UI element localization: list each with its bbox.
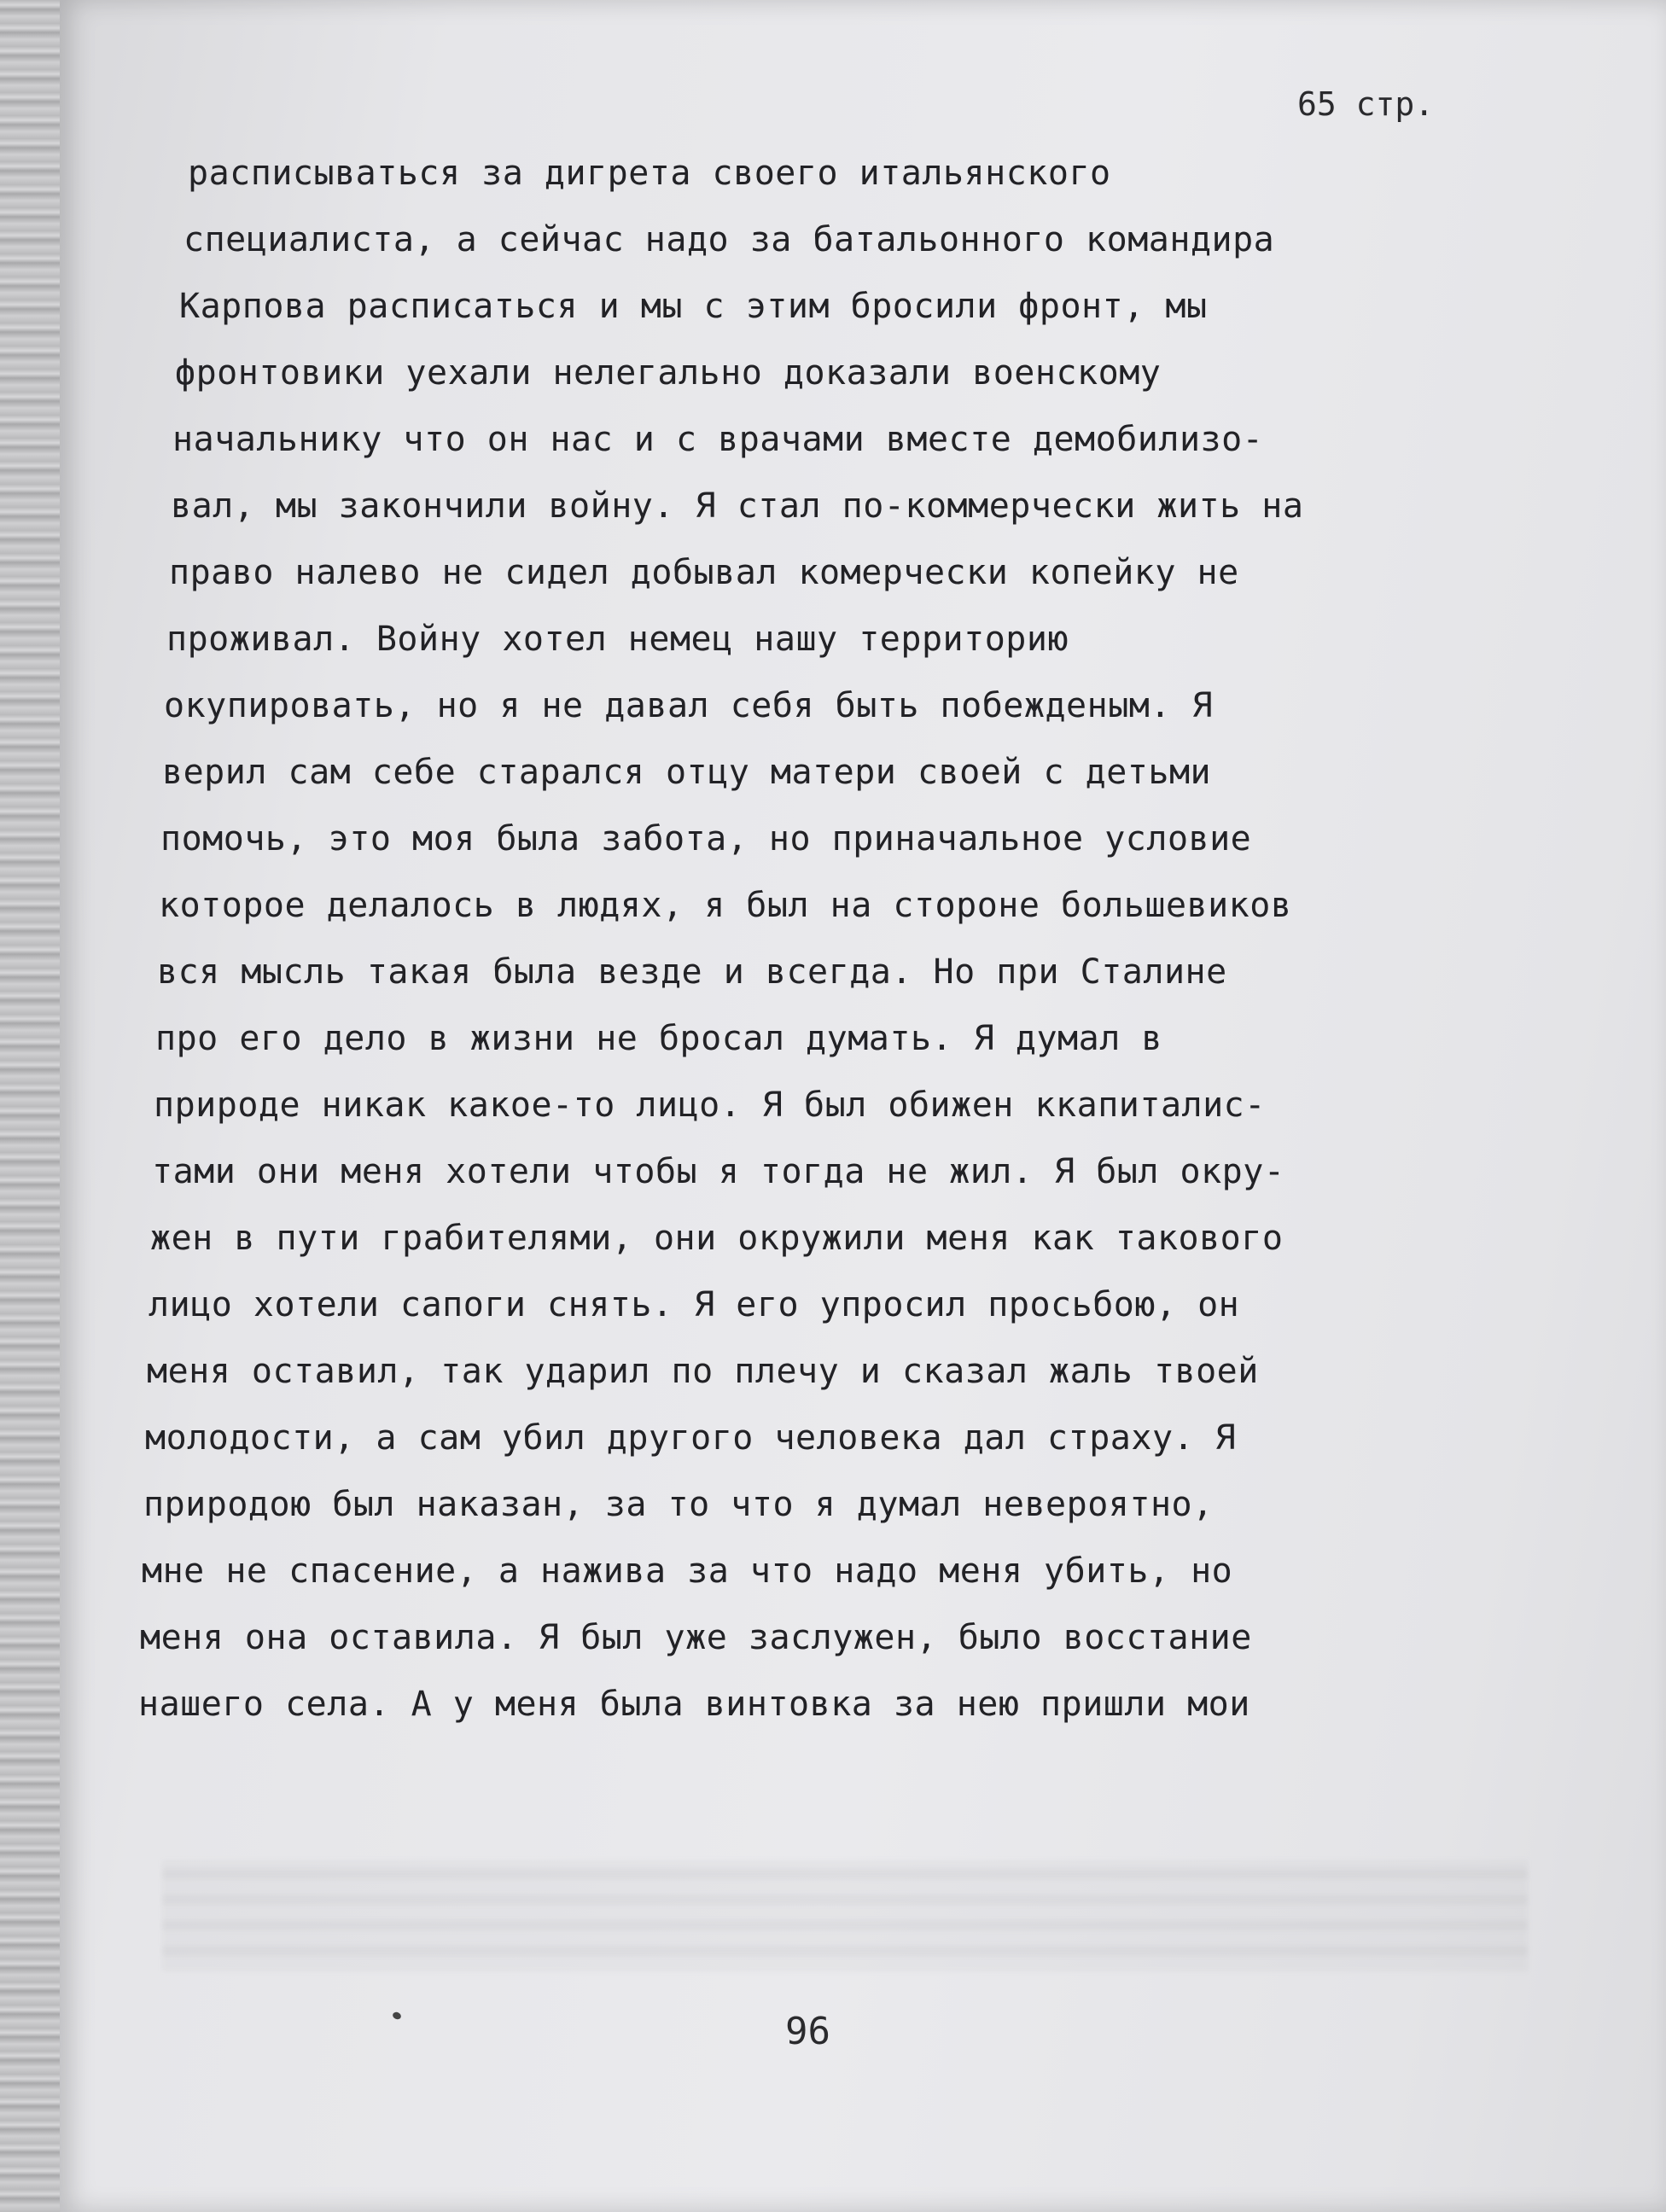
text-line-20: молодости, а сам убил другого человека дал страху. Я: [145, 1418, 1237, 1458]
text-line-22: мне не спасение, а нажива за что надо меня убить, но: [142, 1551, 1233, 1591]
page-number: 96: [785, 2010, 830, 2053]
text-line-17: жен в пути грабителями, они окружили меня как такового: [150, 1219, 1284, 1258]
text-line-14: про его дело в жизни не бросал думать. Я думал в: [155, 1019, 1162, 1058]
text-line-6: вал, мы закончили войну. Я стал по-коммерчески жить на: [171, 486, 1304, 526]
text-line-2: специалиста, а сейчас надо за батальонного командира: [183, 220, 1275, 259]
body-text: [60, 0, 1666, 2212]
text-line-7: право налево не сидел добывал комерчески копейку не: [169, 553, 1239, 592]
text-line-11: помочь, это моя была забота, но приначальное условие: [160, 819, 1252, 859]
text-line-21: природою был наказан, за то что я думал невероятно,: [143, 1485, 1214, 1524]
text-line-12: которое делалось в людях, я был на стороне большевиков: [159, 886, 1292, 925]
text-line-3: Карпова расписаться и мы с этим бросили фронт, мы: [179, 287, 1208, 326]
text-line-5: начальнику что он нас и с врачами вместе демобилизо-: [172, 420, 1264, 459]
text-line-8: проживал. Войну хотел немец нашу территорию: [166, 620, 1069, 659]
book-edge: [0, 0, 62, 2212]
text-line-18: лицо хотели сапоги снять. Я его упросил просьбою, он: [149, 1285, 1240, 1324]
text-line-15: природе никак какое-то лицо. Я был обижен ккапиталис-: [154, 1086, 1266, 1125]
text-line-4: фронтовики уехали нелегально доказали военскому: [175, 353, 1162, 393]
text-line-1: расписываться за дигрета своего итальянского: [188, 154, 1111, 193]
text-line-24: нашего села. А у меня была винтовка за нею пришли мои: [138, 1685, 1250, 1724]
text-line-10: верил сам себе старался отцу матери своей с детьми: [162, 753, 1212, 792]
text-line-9: окупировать, но я не давал себя быть побежденым. Я: [164, 686, 1214, 725]
text-line-13: вся мысль такая была везде и всегда. Но при Сталине: [157, 952, 1227, 992]
text-line-23: меня она оставила. Я был уже заслужен, было восстание: [140, 1618, 1252, 1657]
text-line-19: меня оставил, так ударил по плечу и сказал жаль твоей: [147, 1352, 1259, 1391]
page-header-label: 65 стр.: [1297, 85, 1435, 123]
page: [60, 0, 1666, 2212]
text-line-16: тами они меня хотели чтобы я тогда не жил. Я был окру-: [152, 1152, 1285, 1191]
